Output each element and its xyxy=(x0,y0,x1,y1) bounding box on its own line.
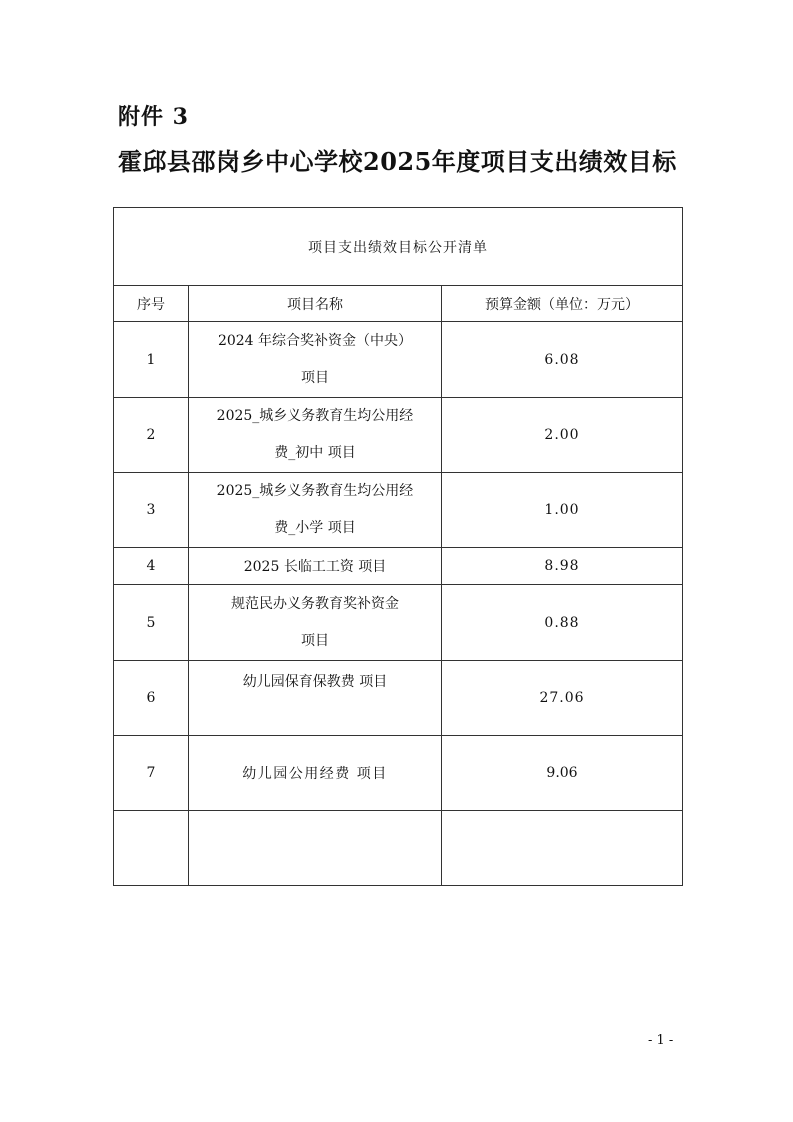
column-header-amount: 预算金额（单位：万元） xyxy=(442,286,683,322)
project-name: 2025 长临工工资 项目 xyxy=(189,548,442,585)
budget-amount: 6.08 xyxy=(442,322,683,398)
table-caption: 项目支出绩效目标公开清单 xyxy=(114,208,683,286)
table-header-row xyxy=(114,286,683,322)
row-number: 5 xyxy=(114,585,189,661)
row-number: 6 xyxy=(114,661,189,736)
row-number: 3 xyxy=(114,473,189,548)
project-name xyxy=(189,473,442,548)
column-header-no: 序号 xyxy=(114,286,189,322)
project-name-line2: 费_小学 项目 xyxy=(274,520,356,536)
row-number: 2 xyxy=(114,398,189,473)
project-name xyxy=(189,585,442,661)
project-name-line2: 项目 xyxy=(301,632,329,649)
budget-amount: 0.88 xyxy=(442,585,683,661)
empty-cell xyxy=(442,811,683,886)
project-name-line2: 项目 xyxy=(301,369,329,386)
budget-amount: 27.06 xyxy=(442,661,683,736)
table-row xyxy=(114,585,683,661)
attachment-label: 附件 3 xyxy=(118,104,189,130)
document-title: 霍邱县邵岗乡中心学校2025年度项目支出绩效目标 xyxy=(118,147,677,176)
table-row xyxy=(114,661,683,736)
performance-target-table xyxy=(113,207,683,886)
table-row xyxy=(114,322,683,398)
budget-amount: 9.06 xyxy=(442,736,683,811)
project-name-line1: 规范民办义务教育奖补资金 xyxy=(231,595,399,612)
budget-amount: 2.00 xyxy=(442,398,683,473)
project-name-line1: 2025_城乡义务教育生均公用经 xyxy=(216,408,414,424)
row-number: 1 xyxy=(114,322,189,398)
empty-cell xyxy=(189,811,442,886)
table-row xyxy=(114,736,683,811)
budget-amount: 8.98 xyxy=(442,548,683,585)
project-name-line2: 费_初中 项目 xyxy=(274,445,356,461)
project-name xyxy=(189,322,442,398)
budget-amount: 1.00 xyxy=(442,473,683,548)
row-number: 7 xyxy=(114,736,189,811)
empty-table-row xyxy=(114,811,683,886)
table-caption-row xyxy=(114,208,683,286)
project-name xyxy=(189,398,442,473)
table-row xyxy=(114,548,683,585)
project-name: 幼儿园公用经费 项目 xyxy=(189,736,442,811)
page-number: - 1 - xyxy=(648,1033,674,1048)
column-header-name: 项目名称 xyxy=(189,286,442,322)
row-number: 4 xyxy=(114,548,189,585)
project-name-line1: 2025_城乡义务教育生均公用经 xyxy=(216,483,414,499)
table-row xyxy=(114,473,683,548)
project-name: 幼儿园保育保教费 项目 xyxy=(189,661,442,736)
project-name-line1: 2024 年综合奖补资金（中央） xyxy=(217,332,413,349)
table-row xyxy=(114,398,683,473)
empty-cell xyxy=(114,811,189,886)
